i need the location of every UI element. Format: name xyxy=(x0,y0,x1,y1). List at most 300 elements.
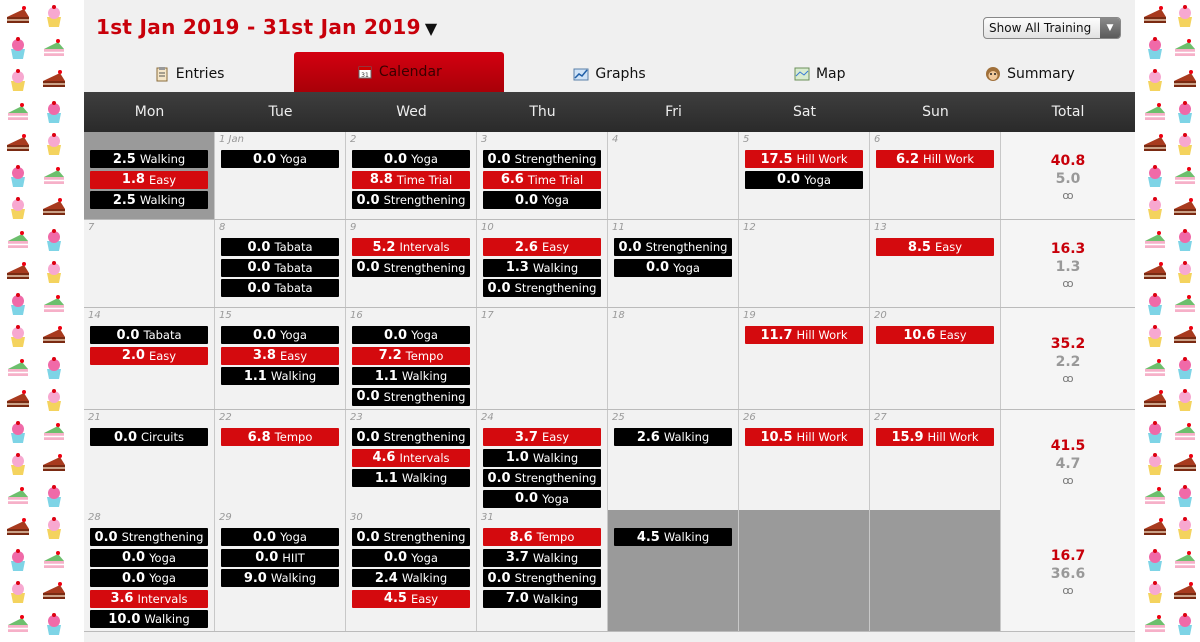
entry-distance: 9.0 xyxy=(243,570,267,586)
day-number: 31 xyxy=(481,512,494,523)
day-cell[interactable] xyxy=(608,308,739,409)
cake-icon xyxy=(1170,608,1200,640)
day-number: 3 xyxy=(481,134,488,145)
day-number: 14 xyxy=(88,310,101,321)
cake-icon xyxy=(36,64,72,96)
training-entry[interactable] xyxy=(221,326,339,344)
entry-type: Yoga xyxy=(411,152,438,166)
day-cell[interactable] xyxy=(477,510,608,631)
cake-icon xyxy=(1140,64,1170,96)
entry-type: Walking xyxy=(270,571,317,586)
training-entry[interactable] xyxy=(483,238,601,256)
monkey-icon xyxy=(985,66,1001,82)
cake-icon xyxy=(1140,288,1170,320)
entry-distance: 1.1 xyxy=(374,368,398,384)
day-cell[interactable] xyxy=(346,308,477,409)
day-cell[interactable] xyxy=(215,308,346,409)
day-number: 29 xyxy=(219,512,232,523)
cake-icon xyxy=(1140,448,1170,480)
entry-distance: 2.6 xyxy=(636,429,660,445)
entry-type: Walking xyxy=(139,193,186,208)
training-entry[interactable] xyxy=(614,428,732,446)
entry-distance: 0.0 xyxy=(122,570,146,586)
training-entry[interactable] xyxy=(352,347,470,365)
entry-distance: 15.9 xyxy=(891,429,924,445)
day-number: 16 xyxy=(350,310,363,321)
cake-icon xyxy=(1170,160,1200,192)
dropdown-arrow-icon: ▼ xyxy=(1100,18,1120,38)
training-entry[interactable] xyxy=(90,428,208,446)
day-number: 26 xyxy=(743,412,756,423)
day-cell[interactable] xyxy=(739,510,870,631)
entry-type: Strengthening xyxy=(514,471,597,486)
training-entry[interactable] xyxy=(352,388,470,406)
day-number: 9 xyxy=(350,222,357,233)
entry-type: Time Trial xyxy=(396,172,453,187)
cake-icon xyxy=(1170,288,1200,320)
day-cell[interactable] xyxy=(346,132,477,219)
cake-icon xyxy=(1170,224,1200,256)
training-entry[interactable] xyxy=(352,590,470,608)
training-entry[interactable] xyxy=(483,259,601,277)
entry-type: Circuits xyxy=(141,430,185,444)
day-cell[interactable] xyxy=(215,510,346,631)
entry-type: Strengthening xyxy=(514,571,597,586)
week-row xyxy=(84,220,1135,308)
cake-icon xyxy=(1140,256,1170,288)
entry-distance: 0.0 xyxy=(487,470,511,486)
day-number: 21 xyxy=(88,412,101,423)
training-entry[interactable] xyxy=(90,326,208,344)
training-entry[interactable] xyxy=(352,238,470,256)
tab-entries-label: Entries xyxy=(175,66,225,82)
entry-distance: 4.6 xyxy=(372,450,396,466)
training-entry[interactable] xyxy=(221,347,339,365)
training-entry[interactable] xyxy=(483,569,601,587)
tab-map[interactable] xyxy=(715,56,925,92)
cake-icon xyxy=(1170,544,1200,576)
entry-distance: 3.8 xyxy=(252,348,276,364)
entry-distance: 10.5 xyxy=(760,429,793,445)
entry-type: Strengthening xyxy=(383,430,466,444)
glasses-icon[interactable]: ꝏ xyxy=(1062,584,1074,597)
entry-distance: 0.0 xyxy=(384,151,408,167)
day-number: 10 xyxy=(481,222,494,233)
entry-distance: 0.0 xyxy=(113,429,137,445)
day-cell[interactable] xyxy=(870,308,1001,409)
cake-icon xyxy=(0,512,36,544)
day-cell[interactable] xyxy=(215,220,346,307)
entry-distance: 6.8 xyxy=(247,429,271,445)
entry-type: Easy xyxy=(541,240,570,254)
entry-distance: 2.5 xyxy=(112,192,136,208)
training-entry[interactable] xyxy=(483,590,601,608)
training-entry[interactable] xyxy=(352,259,470,277)
cake-icon xyxy=(36,448,72,480)
training-entry[interactable] xyxy=(876,150,994,168)
day-number: 5 xyxy=(743,134,750,145)
total-secondary: 4.7 xyxy=(1055,455,1081,472)
day-cell[interactable] xyxy=(870,220,1001,307)
graph-icon xyxy=(573,66,589,82)
cake-icon xyxy=(0,224,36,256)
training-entry[interactable] xyxy=(483,428,601,446)
week-row xyxy=(84,132,1135,220)
training-filter-select[interactable] xyxy=(983,17,1121,39)
entry-distance: 0.0 xyxy=(646,260,670,276)
total-distance: 16.3 xyxy=(1050,241,1086,257)
training-entry[interactable] xyxy=(221,279,339,297)
calendar-header xyxy=(84,0,1135,56)
cake-icon xyxy=(0,448,36,480)
day-cell[interactable] xyxy=(739,220,870,307)
entry-type: Easy xyxy=(410,591,439,606)
entry-distance: 7.2 xyxy=(378,348,402,364)
entry-distance: 0.0 xyxy=(253,327,277,343)
entry-distance: 0.0 xyxy=(356,389,380,405)
entry-distance: 2.4 xyxy=(374,570,398,586)
entry-distance: 0.0 xyxy=(487,570,511,586)
day-cell[interactable] xyxy=(346,220,477,307)
entry-type: Easy xyxy=(148,172,177,187)
entry-type: Walking xyxy=(532,450,579,465)
cake-wallpaper-left xyxy=(0,0,72,642)
cake-icon xyxy=(1140,192,1170,224)
total-secondary: 5.0 xyxy=(1055,171,1081,187)
day-cell[interactable] xyxy=(477,410,608,510)
training-entry[interactable] xyxy=(876,326,994,344)
entry-distance: 11.7 xyxy=(760,327,793,343)
map-icon xyxy=(794,66,810,82)
entry-type: Yoga xyxy=(411,550,438,565)
entry-type: Tabata xyxy=(274,240,313,254)
training-entry[interactable] xyxy=(876,428,994,446)
training-entry[interactable] xyxy=(483,528,601,546)
day-number: 2 xyxy=(350,134,357,145)
training-entry[interactable] xyxy=(221,549,339,567)
training-entry[interactable] xyxy=(614,238,732,256)
week-total xyxy=(1001,132,1135,219)
day-cell[interactable] xyxy=(608,410,739,510)
tab-summary-label: Summary xyxy=(1007,66,1075,82)
cake-icon xyxy=(1140,512,1170,544)
cake-icon xyxy=(36,32,72,64)
day-number: 13 xyxy=(874,222,887,233)
entry-distance: 1.0 xyxy=(505,450,529,466)
day-cell[interactable] xyxy=(870,510,1001,631)
entry-distance: 0.0 xyxy=(116,327,140,343)
cake-icon xyxy=(0,64,36,96)
column-header-wed: Wed xyxy=(396,104,427,120)
training-entry[interactable] xyxy=(483,549,601,567)
training-entry[interactable] xyxy=(90,569,208,587)
entry-type: Tempo xyxy=(405,348,444,363)
cake-icon xyxy=(0,0,36,32)
entry-type: Easy xyxy=(279,348,308,363)
entry-type: Hill Work xyxy=(796,430,848,444)
cake-icon xyxy=(0,352,36,384)
day-cell[interactable] xyxy=(84,308,215,409)
day-number: 24 xyxy=(481,412,494,423)
entry-type: Yoga xyxy=(149,550,176,565)
cake-icon xyxy=(1170,256,1200,288)
week-total xyxy=(1001,510,1135,631)
cake-icon xyxy=(36,256,72,288)
entry-distance: 0.0 xyxy=(253,151,277,167)
cake-icon xyxy=(0,256,36,288)
cake-icon xyxy=(1170,64,1200,96)
total-secondary: 1.3 xyxy=(1055,259,1081,275)
cake-icon xyxy=(1140,608,1170,640)
tab-summary[interactable] xyxy=(925,56,1135,92)
training-entry[interactable] xyxy=(614,259,732,277)
entry-distance: 0.0 xyxy=(384,327,408,343)
training-entry[interactable] xyxy=(221,528,339,546)
cake-icon xyxy=(1140,576,1170,608)
entry-distance: 0.0 xyxy=(384,550,408,566)
cake-icon xyxy=(1140,32,1170,64)
entry-distance: 17.5 xyxy=(760,151,793,167)
training-entry[interactable] xyxy=(221,428,339,446)
cake-icon xyxy=(1140,544,1170,576)
entry-type: Walking xyxy=(663,530,710,544)
week-total xyxy=(1001,410,1135,510)
entry-type: Strengthening xyxy=(514,281,597,296)
cake-icon xyxy=(1170,576,1200,608)
entry-type: Time Trial xyxy=(527,172,584,187)
entry-type: Easy xyxy=(934,240,963,254)
training-entry[interactable] xyxy=(352,171,470,189)
cake-icon xyxy=(36,288,72,320)
training-entry[interactable] xyxy=(483,191,601,209)
day-number: 4 xyxy=(612,134,619,145)
day-cell[interactable] xyxy=(84,510,215,631)
entry-type: Walking xyxy=(532,260,579,275)
tab-calendar[interactable] xyxy=(294,52,504,92)
entry-type: Strengthening xyxy=(383,260,466,275)
cake-icon xyxy=(1170,416,1200,448)
day-number: 12 xyxy=(743,222,756,233)
entry-distance: 0.0 xyxy=(122,550,146,566)
week-total xyxy=(1001,308,1135,409)
training-entry[interactable] xyxy=(745,326,863,344)
date-range-selector[interactable] xyxy=(96,15,437,39)
day-cell[interactable] xyxy=(870,410,1001,510)
cake-icon xyxy=(0,384,36,416)
training-entry[interactable] xyxy=(90,549,208,567)
entry-type: Walking xyxy=(401,369,448,384)
day-number: 17 xyxy=(481,310,494,321)
total-distance: 16.7 xyxy=(1050,548,1086,564)
cake-icon xyxy=(1140,480,1170,512)
day-cell[interactable] xyxy=(84,410,215,510)
training-entry[interactable] xyxy=(352,549,470,567)
entry-distance: 0.0 xyxy=(247,280,271,296)
training-entry[interactable] xyxy=(483,490,601,508)
training-entry[interactable] xyxy=(221,150,339,168)
training-entry[interactable] xyxy=(90,590,208,608)
training-entry[interactable] xyxy=(352,569,470,587)
entry-distance: 3.7 xyxy=(514,429,538,445)
entry-type: Hill Work xyxy=(796,328,848,342)
training-entry[interactable] xyxy=(352,528,470,546)
total-secondary: 2.2 xyxy=(1055,354,1081,370)
cake-icon xyxy=(0,576,36,608)
cake-icon xyxy=(36,0,72,32)
cake-icon xyxy=(36,416,72,448)
calendar-icon xyxy=(357,64,373,80)
training-entry[interactable] xyxy=(352,428,470,446)
training-entry[interactable] xyxy=(90,528,208,546)
training-entry[interactable] xyxy=(352,367,470,385)
training-entry[interactable] xyxy=(352,150,470,168)
glasses-icon[interactable]: ꝏ xyxy=(1062,473,1074,487)
day-cell[interactable] xyxy=(84,132,215,219)
entry-type: Tabata xyxy=(274,281,313,296)
date-range-label: 1st Jan 2019 - 31st Jan 2019 xyxy=(96,15,421,39)
tab-graphs[interactable] xyxy=(504,56,714,92)
training-entry[interactable] xyxy=(221,238,339,256)
entry-distance: 2.5 xyxy=(112,151,136,167)
column-header-sun: Sun xyxy=(922,104,949,120)
day-number: 18 xyxy=(612,310,625,321)
column-header-total: Total xyxy=(1051,104,1085,120)
training-entry[interactable] xyxy=(352,191,470,209)
entry-distance: 0.0 xyxy=(515,491,539,507)
cake-icon xyxy=(1140,160,1170,192)
training-entry[interactable] xyxy=(90,610,208,628)
cake-icon xyxy=(36,384,72,416)
cake-icon xyxy=(36,320,72,352)
cake-icon xyxy=(0,160,36,192)
entry-distance: 0.0 xyxy=(356,192,380,208)
day-cell[interactable] xyxy=(477,220,608,307)
entry-type: Easy xyxy=(541,430,570,444)
entry-distance: 1.3 xyxy=(505,260,529,276)
tab-graphs-label: Graphs xyxy=(595,66,646,82)
tab-entries[interactable] xyxy=(84,56,294,92)
training-entry[interactable] xyxy=(483,469,601,487)
day-number: 1 Jan xyxy=(219,134,244,145)
day-number: 22 xyxy=(219,412,232,423)
entry-type: Walking xyxy=(663,430,710,444)
day-cell[interactable] xyxy=(215,410,346,510)
entry-type: Intervals xyxy=(137,591,188,606)
entry-type: HIIT xyxy=(282,550,305,565)
day-cell[interactable] xyxy=(608,510,739,631)
entry-distance: 4.5 xyxy=(383,591,407,607)
tab-calendar-label: Calendar xyxy=(378,64,442,80)
training-entry[interactable] xyxy=(90,347,208,365)
training-entry[interactable] xyxy=(745,150,863,168)
day-cell[interactable] xyxy=(84,220,215,307)
cake-icon xyxy=(1170,384,1200,416)
total-distance: 41.5 xyxy=(1050,437,1086,454)
week-row xyxy=(84,308,1135,410)
training-entry[interactable] xyxy=(90,150,208,168)
training-entry[interactable] xyxy=(483,171,601,189)
week-row xyxy=(84,410,1135,510)
entry-type: Intervals xyxy=(399,450,450,465)
day-cell[interactable] xyxy=(608,220,739,307)
glasses-icon[interactable]: ꝏ xyxy=(1062,189,1074,202)
day-cell[interactable] xyxy=(346,410,477,510)
entry-distance: 1.1 xyxy=(243,368,267,384)
total-secondary: 36.6 xyxy=(1050,566,1086,582)
training-entry[interactable] xyxy=(352,449,470,467)
training-entry[interactable] xyxy=(614,528,732,546)
entry-type: Hill Work xyxy=(796,152,848,166)
entry-distance: 0.0 xyxy=(487,151,511,167)
training-calendar-page xyxy=(84,0,1135,642)
cake-icon xyxy=(36,480,72,512)
training-entry[interactable] xyxy=(90,191,208,209)
day-number: 7 xyxy=(88,222,95,233)
entry-distance: 0.0 xyxy=(255,550,279,566)
day-cell[interactable] xyxy=(346,510,477,631)
training-entry[interactable] xyxy=(352,469,470,487)
training-entry[interactable] xyxy=(483,449,601,467)
entry-distance: 0.0 xyxy=(247,260,271,276)
entry-distance: 0.0 xyxy=(356,260,380,276)
entry-type: Walking xyxy=(270,369,317,384)
cake-icon xyxy=(36,352,72,384)
cake-wallpaper-right xyxy=(1140,0,1200,642)
entry-type: Tempo xyxy=(274,430,313,444)
training-entry[interactable] xyxy=(745,428,863,446)
entry-type: Walking xyxy=(532,550,579,565)
training-entry[interactable] xyxy=(221,569,339,587)
glasses-icon[interactable]: ꝏ xyxy=(1062,277,1074,290)
day-cell[interactable] xyxy=(739,410,870,510)
training-entry[interactable] xyxy=(221,367,339,385)
day-cell[interactable] xyxy=(608,132,739,219)
entry-distance: 0.0 xyxy=(777,172,801,188)
training-entry[interactable] xyxy=(483,279,601,297)
glasses-icon[interactable]: ꝏ xyxy=(1062,372,1074,385)
training-entry[interactable] xyxy=(876,238,994,256)
cake-icon xyxy=(0,192,36,224)
day-cell[interactable] xyxy=(739,132,870,219)
cake-icon xyxy=(0,32,36,64)
entry-distance: 6.6 xyxy=(500,172,524,188)
entry-type: Yoga xyxy=(804,172,831,187)
tab-map-label: Map xyxy=(815,66,846,82)
day-cell[interactable] xyxy=(739,308,870,409)
training-entry[interactable] xyxy=(221,259,339,277)
training-entry[interactable] xyxy=(90,171,208,189)
day-cell[interactable] xyxy=(870,132,1001,219)
cake-icon xyxy=(0,480,36,512)
day-cell[interactable] xyxy=(477,132,608,219)
day-number: 8 xyxy=(219,222,226,233)
entry-type: Yoga xyxy=(411,328,438,342)
entry-distance: 0.0 xyxy=(618,239,642,255)
entry-type: Strengthening xyxy=(383,193,466,208)
training-entry[interactable] xyxy=(352,326,470,344)
day-cell[interactable] xyxy=(215,132,346,219)
cake-icon xyxy=(1170,352,1200,384)
day-cell[interactable] xyxy=(477,308,608,409)
cake-icon xyxy=(1170,448,1200,480)
training-entry[interactable] xyxy=(745,171,863,189)
entry-distance: 10.0 xyxy=(108,611,141,627)
cake-icon xyxy=(1140,224,1170,256)
cake-icon xyxy=(1140,96,1170,128)
training-filter-value: Show All Training xyxy=(989,21,1092,35)
training-entry[interactable] xyxy=(483,150,601,168)
day-number: 25 xyxy=(612,412,625,423)
